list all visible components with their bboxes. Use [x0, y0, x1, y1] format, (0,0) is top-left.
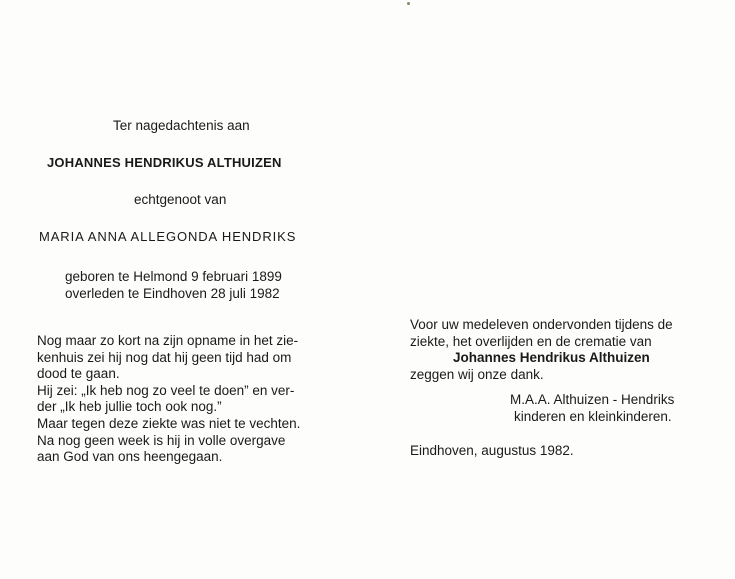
in-memory-heading: Ter nagedachtenis aan: [113, 118, 250, 133]
signature-family: kinderen en kleinkinderen.: [514, 408, 672, 424]
thanks-line: zeggen wij onze dank.: [410, 366, 544, 382]
spouse-of-label: echtgenoot van: [134, 192, 227, 207]
place-date: Eindhoven, augustus 1982.: [410, 442, 574, 458]
memorial-text-line: Maar tegen deze ziekte was niet te vechten.: [37, 415, 301, 431]
memorial-text-line: Hij zei: „Ik heb nog zo veel te doen” en ver-: [37, 382, 295, 398]
thanks-line: ziekte, het overlijden en de crematie van: [410, 333, 652, 349]
deceased-name: JOHANNES HENDRIKUS ALTHUIZEN: [47, 155, 282, 170]
memorial-text-line: der „Ik heb jullie toch ook nog.”: [37, 399, 222, 415]
memorial-text-line: Nog maar zo kort na zijn opname in het zie-: [37, 333, 299, 348]
spouse-name: MARIA ANNA ALLEGONDA HENDRIKS: [39, 229, 297, 244]
thanks-line: Voor uw medeleven ondervonden tijdens de: [410, 317, 673, 332]
print-speck: [407, 2, 410, 5]
memorial-text-line: aan God van ons heengegaan.: [37, 449, 223, 465]
thanks-text: [410, 317, 700, 459]
memorial-text-line: Na nog geen week is hij in volle overgave: [37, 432, 286, 448]
signature-name: M.A.A. Althuizen - Hendriks: [510, 392, 675, 408]
memorial-text-line: kenhuis zei hij nog dat hij geen tijd had om: [37, 349, 292, 365]
thanks-name: Johannes Hendrikus Althuizen: [453, 350, 650, 366]
death-line: overleden te Eindhoven 28 juli 1982: [65, 286, 280, 301]
memorial-text: [37, 333, 337, 466]
birth-line: geboren te Helmond 9 februari 1899: [65, 269, 282, 284]
memorial-text-line: dood te gaan.: [37, 366, 120, 382]
